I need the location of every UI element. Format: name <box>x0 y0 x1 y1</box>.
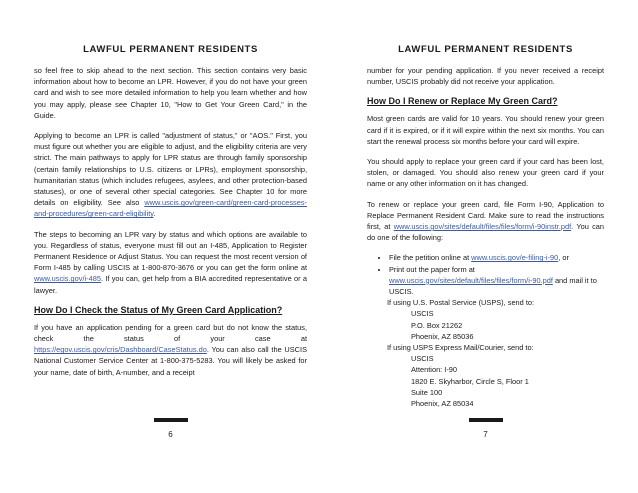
paragraph-text: To renew or replace your green card, file Form I-90, Application to Replace Permanent Resident Card. Make sure to read the instructions first, at <box>367 199 604 232</box>
page-number: 7 <box>483 430 488 439</box>
list-item <box>389 264 604 298</box>
running-header: LAWFUL PERMANENT RESIDENTS <box>398 44 573 55</box>
express-intro: If using USPS Express Mail/Courier, send to: <box>387 343 534 353</box>
section-heading: How Do I Renew or Replace My Green Card? <box>367 96 558 107</box>
paragraph-text: . You can do one of the following: <box>367 222 604 243</box>
paragraph <box>34 229 307 296</box>
mailing-addresses <box>367 297 604 409</box>
address-line: P.O. Box 21262 <box>411 320 463 330</box>
paragraph-text: Applying to become an LPR is called "adjustment of status," or "AOS." First, you must figure out whether you are eligible to adjust, and the eligibility criteria are very strict. The main pathways to apply for LPR status are through family sponsorship (certain family relationships to U.S. citizens or LPRs), employment sponsorship, humanitarian status (which includes refugees, asylees, and other protection-based statuses), or one of several other special categories. See Chapter 10 for more details on eligibility. See also <box>34 131 307 208</box>
paragraph-text: so feel free to skip ahead to the next section. This section contains very basic information about how to become an LPR. However, if you do not have your green card and wish to see more detailed information to help you learn whether and how you may apply, please see Chapter 10, "How to Get Your Green Card," in the Guide. <box>34 66 307 120</box>
i90-form-link[interactable]: www.uscis.gov/sites/default/files/files/form/i-90.pdf <box>389 275 553 285</box>
running-header: LAWFUL PERMANENT RESIDENTS <box>83 44 258 55</box>
address-line: Suite 100 <box>411 387 443 397</box>
paragraph-text: If you have an application pending for a green card but do not know the status, check the status of your case at <box>34 322 307 344</box>
footer-bar <box>469 418 503 422</box>
i90-instructions-link[interactable]: www.uscis.gov/sites/default/files/files/form/i-90instr.pdf <box>393 222 572 232</box>
address-line: Phoenix, AZ 85034 <box>411 399 474 409</box>
address-line: USCIS <box>411 309 434 319</box>
page-footer <box>34 418 307 439</box>
address-line: Attention: I-90 <box>411 365 458 375</box>
address-line: Phoenix, AZ 85036 <box>411 331 474 341</box>
address-line: 1820 E. Skyharbor, Circle S, Floor 1 <box>411 376 529 386</box>
page-number: 6 <box>168 430 173 439</box>
paragraph-text: The steps to becoming an LPR vary by status and which options are available to you. Regardless of status, everyone must fill out an I-485, Application to Register Permanent Residence or Adjust Status. You can request the most recent version of Form I-485 by calling USCIS at 1-800-870-3676 or you can get the form online at <box>34 229 307 273</box>
paragraph-text: Most green cards are valid for 10 years. You should renew your green card if it is expired, or if it will expire within the next six months. You can start the renewal process six months before your card will expire. <box>367 114 604 146</box>
eligibility-link[interactable]: www.uscis.gov/green-card/green-card-processes-and-procedures/green-card-eligibility <box>34 198 307 219</box>
page-footer <box>367 418 604 439</box>
paragraph <box>367 65 604 87</box>
i485-link[interactable]: www.uscis.gov/i-485 <box>34 274 101 284</box>
section-heading: How Do I Check the Status of My Green Card Application? <box>34 304 283 315</box>
paragraph-text: . You can also call the USCIS National Customer Service Center at 1-800-375-5283. You will likely be asked for your name, date of birth, A-number, and a receipt <box>34 345 307 377</box>
paragraph <box>367 113 604 147</box>
right-page <box>319 0 638 493</box>
list-item-text: Print out the paper form at <box>389 264 475 274</box>
options-list <box>367 252 604 297</box>
paragraph-text: number for your pending application. If you never received a receipt number, USCIS probably did not receive your application. <box>367 66 604 87</box>
address-line: USCIS <box>411 354 434 364</box>
list-item-text: and mail it to USCIS. <box>389 275 597 297</box>
paragraph <box>367 199 604 244</box>
list-item-text: , or <box>558 253 569 263</box>
paragraph-text: . If you can, get help from a BIA accredited representative or a lawyer. <box>34 274 307 295</box>
paragraph-text: You should apply to replace your green card if your card has been lost, stolen, or damaged. You should also renew your green card if your name or any other information on it has changed. <box>367 157 604 189</box>
paragraph-text: . <box>153 209 156 219</box>
postal-intro: If using U.S. Postal Service (USPS), send to: <box>387 298 535 308</box>
footer-bar <box>154 418 188 422</box>
paragraph <box>367 156 604 190</box>
case-status-link[interactable]: https://egov.uscis.gov/cris/Dashboard/CaseStatus.do <box>34 345 207 355</box>
paragraph <box>34 65 307 121</box>
list-item <box>389 252 604 263</box>
efiling-link[interactable]: www.uscis.gov/e-filing-i-90 <box>471 253 559 263</box>
paragraph <box>34 322 307 378</box>
paragraph <box>34 130 307 220</box>
list-item-text: File the petition online at <box>389 253 472 263</box>
